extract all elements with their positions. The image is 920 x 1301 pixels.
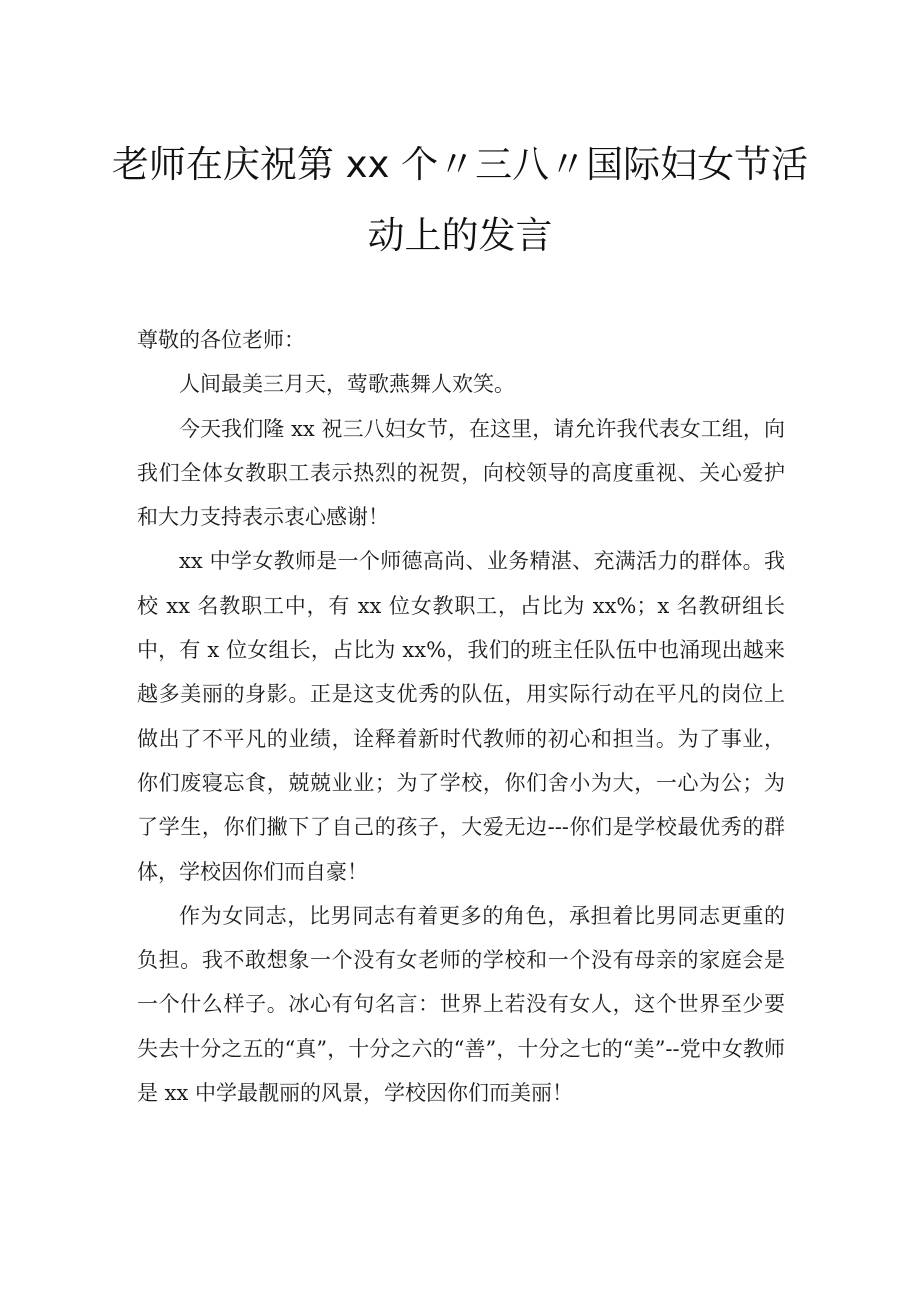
paragraph-2: 今天我们隆 xx 祝三八妇女节，在这里，请允许我代表女工组，向我们全体女教职工表示热烈的祝贺，向校领导的高度重视、关心爱护和大力支持表示衷心感谢！	[137, 416, 785, 530]
document-title-line-2: 动上的发言	[367, 214, 553, 257]
document-title-line-1: 老师在庆祝第 xx 个〃三八〃国际妇女节活	[111, 143, 809, 186]
paragraph-3: xx 中学女教师是一个师德高尚、业务精湛、充满活力的群体。我校 xx 名教职工中，有 xx 位女教职工，占比为 xx%；x 名教研组长中，有 x 位女组长，占比为 xx%，我们的班主任队伍中也涌现出越来越多美丽的身影。正是这支优秀的队伍，用实际行动在平凡的岗位上做出了不平凡的业绩，诠释着新时代教师的初心和担当。为了事业，你们废寝忘食，兢兢业业；为了学校，你们舍小为大，一心为公；为了学生，你们撇下了自己的孩子，大爱无边---你们是学校最优秀的群体，学校因你们而自豪！	[137, 549, 785, 884]
paragraph-4: 作为女同志，比男同志有着更多的角色，承担着比男同志更重的负担。我不敢想象一个没有女老师的学校和一个没有母亲的家庭会是一个什么样子。冰心有句名言：世界上若没有女人，这个世界至少要失去十分之五的“真”，十分之六的“善”，十分之七的“美”--党中女教师是 xx 中学最靓丽的风景，学校因你们而美丽！	[137, 903, 785, 1106]
document-body	[137, 318, 785, 1115]
paragraph-1: 人间最美三月天，莺歌燕舞人欢笑。	[179, 372, 515, 397]
salutation: 尊敬的各位老师：	[137, 328, 305, 352]
